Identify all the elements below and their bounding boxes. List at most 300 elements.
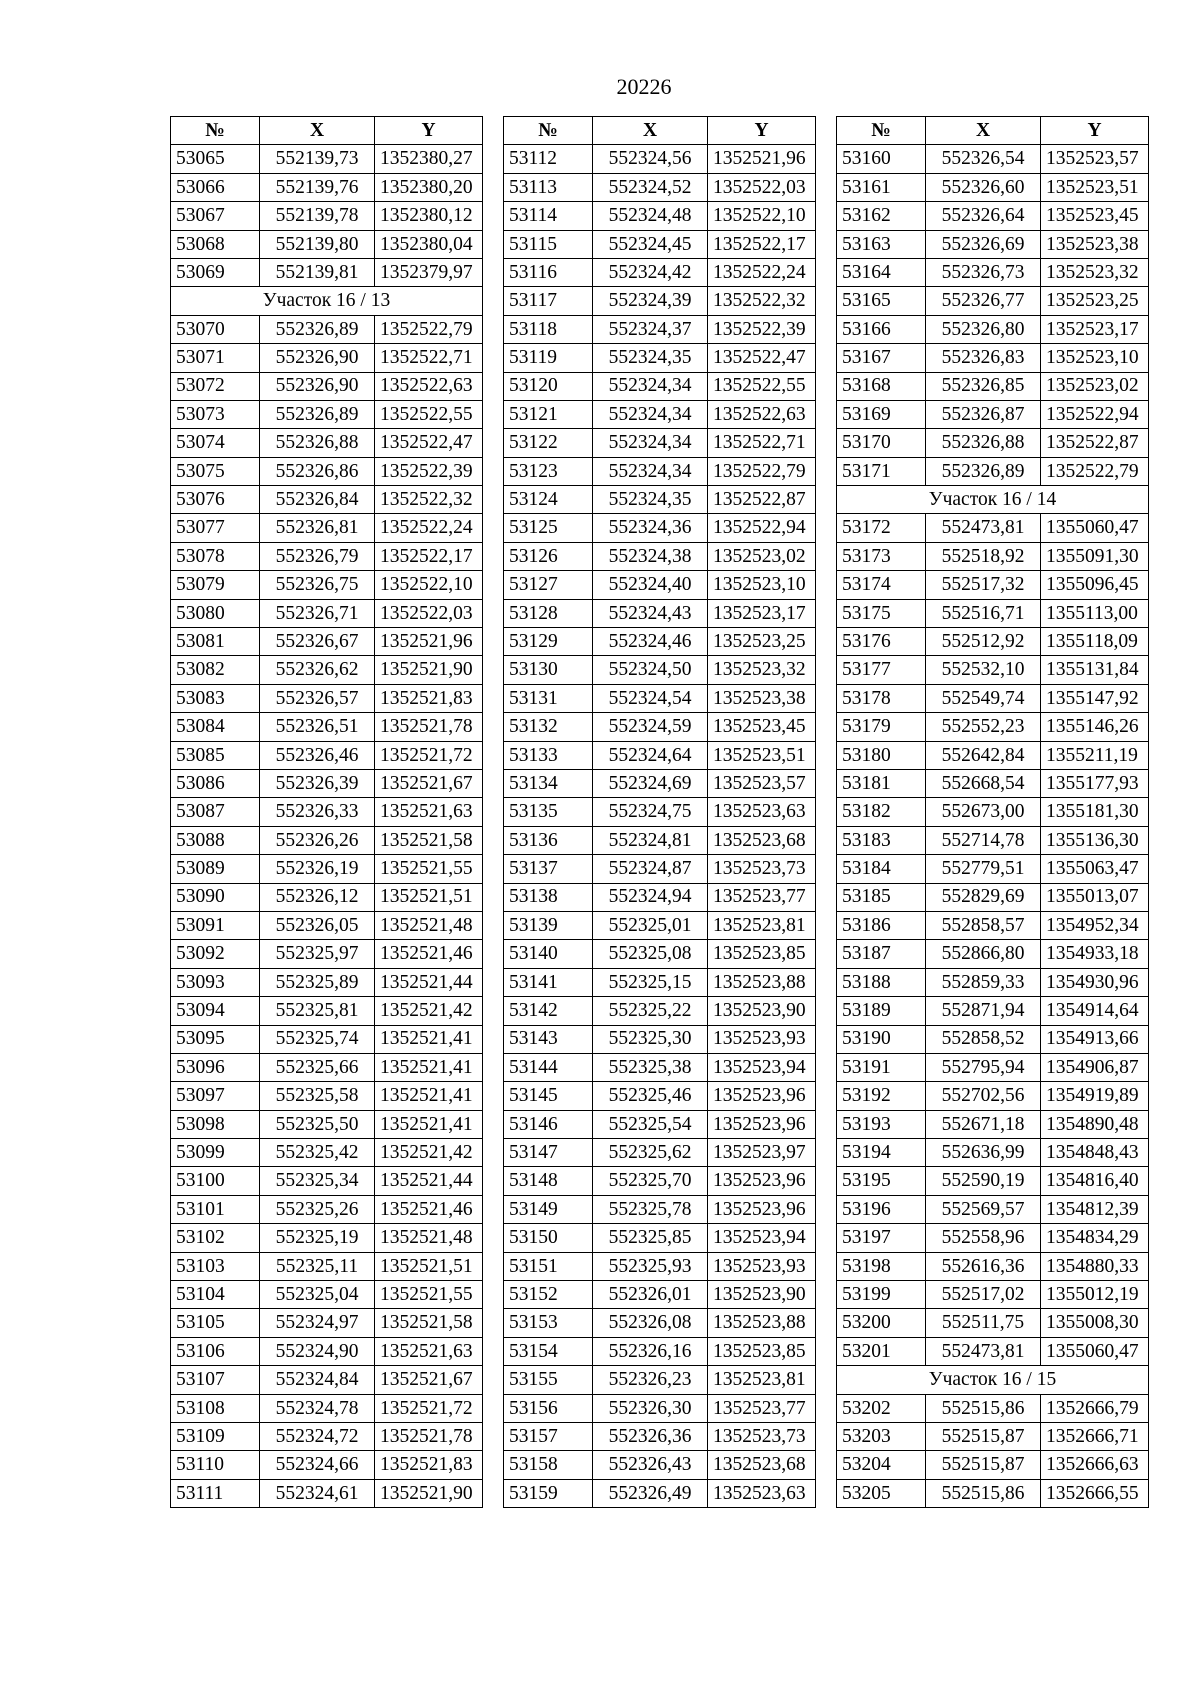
point-number-cell: 53158 bbox=[504, 1451, 593, 1479]
point-number-cell: 53169 bbox=[837, 400, 926, 428]
x-coordinate-cell: 552558,96 bbox=[926, 1224, 1041, 1252]
y-coordinate-cell: 1355008,30 bbox=[1041, 1309, 1149, 1337]
table-row bbox=[171, 968, 483, 996]
x-coordinate-cell: 552326,89 bbox=[260, 315, 375, 343]
table-row bbox=[837, 599, 1149, 627]
point-number-cell: 53134 bbox=[504, 769, 593, 797]
table-row bbox=[171, 514, 483, 542]
x-coordinate-cell: 552324,48 bbox=[593, 202, 708, 230]
x-coordinate-cell: 552325,50 bbox=[260, 1110, 375, 1138]
y-coordinate-cell: 1355118,09 bbox=[1041, 628, 1149, 656]
coordinates-table-1 bbox=[170, 116, 483, 1508]
y-coordinate-cell: 1354930,96 bbox=[1041, 968, 1149, 996]
x-coordinate-cell: 552326,89 bbox=[926, 457, 1041, 485]
x-coordinate-cell: 552326,30 bbox=[593, 1394, 708, 1422]
x-coordinate-cell: 552324,45 bbox=[593, 230, 708, 258]
table-row bbox=[504, 1139, 816, 1167]
table-row bbox=[504, 599, 816, 627]
table-row bbox=[837, 1195, 1149, 1223]
table-row bbox=[171, 1053, 483, 1081]
table-row bbox=[171, 1195, 483, 1223]
x-coordinate-cell: 552326,33 bbox=[260, 798, 375, 826]
table-row bbox=[504, 798, 816, 826]
y-coordinate-cell: 1352522,24 bbox=[708, 258, 816, 286]
y-coordinate-cell: 1352521,67 bbox=[375, 769, 483, 797]
point-number-cell: 53133 bbox=[504, 741, 593, 769]
point-number-cell: 53073 bbox=[171, 400, 260, 428]
x-coordinate-cell: 552326,80 bbox=[926, 315, 1041, 343]
y-coordinate-cell: 1354933,18 bbox=[1041, 940, 1149, 968]
table-row bbox=[504, 202, 816, 230]
header-row bbox=[171, 117, 483, 145]
table-row bbox=[504, 1224, 816, 1252]
x-coordinate-cell: 552325,74 bbox=[260, 1025, 375, 1053]
point-number-cell: 53100 bbox=[171, 1167, 260, 1195]
x-coordinate-cell: 552671,18 bbox=[926, 1110, 1041, 1138]
x-coordinate-cell: 552642,84 bbox=[926, 741, 1041, 769]
table-row bbox=[504, 1309, 816, 1337]
y-coordinate-cell: 1352666,55 bbox=[1041, 1479, 1149, 1507]
table-row bbox=[837, 1110, 1149, 1138]
table-row bbox=[504, 1195, 816, 1223]
x-coordinate-cell: 552324,39 bbox=[593, 287, 708, 315]
point-number-cell: 53196 bbox=[837, 1195, 926, 1223]
y-coordinate-cell: 1352523,10 bbox=[1041, 344, 1149, 372]
table-row bbox=[171, 628, 483, 656]
point-number-cell: 53137 bbox=[504, 855, 593, 883]
section-row bbox=[837, 1366, 1149, 1394]
y-coordinate-cell: 1352523,17 bbox=[1041, 315, 1149, 343]
point-number-cell: 53114 bbox=[504, 202, 593, 230]
table-row bbox=[171, 769, 483, 797]
point-number-cell: 53076 bbox=[171, 486, 260, 514]
point-number-cell: 53115 bbox=[504, 230, 593, 258]
y-coordinate-cell: 1352521,46 bbox=[375, 940, 483, 968]
point-number-cell: 53113 bbox=[504, 173, 593, 201]
y-coordinate-cell: 1355147,92 bbox=[1041, 684, 1149, 712]
table-row bbox=[837, 400, 1149, 428]
table-row bbox=[504, 1110, 816, 1138]
table-row bbox=[837, 883, 1149, 911]
x-coordinate-cell: 552325,04 bbox=[260, 1281, 375, 1309]
y-coordinate-cell: 1352521,63 bbox=[375, 1337, 483, 1365]
y-coordinate-cell: 1352523,73 bbox=[708, 1422, 816, 1450]
x-coordinate-cell: 552795,94 bbox=[926, 1053, 1041, 1081]
point-number-cell: 53118 bbox=[504, 315, 593, 343]
y-coordinate-cell: 1352523,81 bbox=[708, 1366, 816, 1394]
x-coordinate-cell: 552326,36 bbox=[593, 1422, 708, 1450]
table-row bbox=[504, 344, 816, 372]
table-row bbox=[837, 997, 1149, 1025]
y-coordinate-cell: 1352522,63 bbox=[708, 400, 816, 428]
y-coordinate-cell: 1352523,32 bbox=[708, 656, 816, 684]
y-coordinate-cell: 1352521,58 bbox=[375, 826, 483, 854]
table-row bbox=[837, 1394, 1149, 1422]
x-coordinate-cell: 552326,08 bbox=[593, 1309, 708, 1337]
x-coordinate-cell: 552326,67 bbox=[260, 628, 375, 656]
table-row bbox=[837, 1479, 1149, 1507]
x-coordinate-cell: 552326,51 bbox=[260, 713, 375, 741]
table-row bbox=[504, 1479, 816, 1507]
point-number-cell: 53182 bbox=[837, 798, 926, 826]
table-row bbox=[837, 1451, 1149, 1479]
point-number-cell: 53098 bbox=[171, 1110, 260, 1138]
point-number-cell: 53159 bbox=[504, 1479, 593, 1507]
table-row bbox=[504, 287, 816, 315]
y-coordinate-cell: 1352523,02 bbox=[708, 542, 816, 570]
y-coordinate-cell: 1352523,32 bbox=[1041, 258, 1149, 286]
y-coordinate-cell: 1352523,93 bbox=[708, 1252, 816, 1280]
section-title: Участок 16 / 15 bbox=[837, 1366, 1149, 1394]
table-row bbox=[504, 1082, 816, 1110]
y-coordinate-cell: 1352521,67 bbox=[375, 1366, 483, 1394]
x-coordinate-cell: 552139,80 bbox=[260, 230, 375, 258]
table-row bbox=[837, 230, 1149, 258]
point-number-cell: 53101 bbox=[171, 1195, 260, 1223]
table-row bbox=[504, 145, 816, 173]
y-coordinate-cell: 1352523,94 bbox=[708, 1053, 816, 1081]
x-coordinate-cell: 552324,38 bbox=[593, 542, 708, 570]
y-coordinate-cell: 1352380,12 bbox=[375, 202, 483, 230]
x-coordinate-cell: 552326,89 bbox=[260, 400, 375, 428]
y-coordinate-cell: 1352523,85 bbox=[708, 940, 816, 968]
y-coordinate-cell: 1355060,47 bbox=[1041, 514, 1149, 542]
point-number-cell: 53179 bbox=[837, 713, 926, 741]
x-coordinate-cell: 552325,89 bbox=[260, 968, 375, 996]
point-number-cell: 53205 bbox=[837, 1479, 926, 1507]
table-row bbox=[837, 287, 1149, 315]
y-coordinate-cell: 1352523,96 bbox=[708, 1195, 816, 1223]
x-coordinate-cell: 552866,80 bbox=[926, 940, 1041, 968]
x-coordinate-cell: 552590,19 bbox=[926, 1167, 1041, 1195]
x-coordinate-cell: 552324,75 bbox=[593, 798, 708, 826]
x-coordinate-cell: 552326,57 bbox=[260, 684, 375, 712]
point-number-cell: 53094 bbox=[171, 997, 260, 1025]
y-coordinate-cell: 1354812,39 bbox=[1041, 1195, 1149, 1223]
y-coordinate-cell: 1352523,02 bbox=[1041, 372, 1149, 400]
point-number-cell: 53163 bbox=[837, 230, 926, 258]
section-title: Участок 16 / 14 bbox=[837, 486, 1149, 514]
table-row bbox=[837, 514, 1149, 542]
y-coordinate-cell: 1354919,89 bbox=[1041, 1082, 1149, 1110]
point-number-cell: 53067 bbox=[171, 202, 260, 230]
point-number-cell: 53156 bbox=[504, 1394, 593, 1422]
y-coordinate-cell: 1352523,90 bbox=[708, 997, 816, 1025]
point-number-cell: 53066 bbox=[171, 173, 260, 201]
table-row bbox=[504, 997, 816, 1025]
point-number-cell: 53119 bbox=[504, 344, 593, 372]
x-coordinate-cell: 552324,34 bbox=[593, 400, 708, 428]
x-coordinate-cell: 552829,69 bbox=[926, 883, 1041, 911]
point-number-cell: 53069 bbox=[171, 258, 260, 286]
table-row bbox=[837, 911, 1149, 939]
y-coordinate-cell: 1352523,25 bbox=[708, 628, 816, 656]
table-row bbox=[837, 798, 1149, 826]
x-coordinate-cell: 552473,81 bbox=[926, 1337, 1041, 1365]
x-coordinate-cell: 552518,92 bbox=[926, 542, 1041, 570]
x-coordinate-cell: 552326,83 bbox=[926, 344, 1041, 372]
point-number-cell: 53097 bbox=[171, 1082, 260, 1110]
x-coordinate-cell: 552326,81 bbox=[260, 514, 375, 542]
y-coordinate-cell: 1354952,34 bbox=[1041, 911, 1149, 939]
table-row bbox=[171, 997, 483, 1025]
table-row bbox=[504, 1252, 816, 1280]
point-number-cell: 53193 bbox=[837, 1110, 926, 1138]
point-number-cell: 53102 bbox=[171, 1224, 260, 1252]
y-coordinate-cell: 1352521,58 bbox=[375, 1309, 483, 1337]
point-number-cell: 53161 bbox=[837, 173, 926, 201]
x-coordinate-cell: 552325,70 bbox=[593, 1167, 708, 1195]
table-row bbox=[837, 628, 1149, 656]
point-number-cell: 53104 bbox=[171, 1281, 260, 1309]
point-number-cell: 53189 bbox=[837, 997, 926, 1025]
point-number-cell: 53177 bbox=[837, 656, 926, 684]
point-number-cell: 53174 bbox=[837, 571, 926, 599]
x-coordinate-cell: 552324,64 bbox=[593, 741, 708, 769]
point-number-cell: 53167 bbox=[837, 344, 926, 372]
y-coordinate-cell: 1352523,57 bbox=[1041, 145, 1149, 173]
point-number-cell: 53074 bbox=[171, 429, 260, 457]
table-row bbox=[837, 713, 1149, 741]
y-coordinate-cell: 1352522,94 bbox=[708, 514, 816, 542]
x-coordinate-cell: 552325,58 bbox=[260, 1082, 375, 1110]
point-number-cell: 53123 bbox=[504, 457, 593, 485]
point-number-cell: 53111 bbox=[171, 1479, 260, 1507]
x-coordinate-cell: 552324,34 bbox=[593, 429, 708, 457]
y-coordinate-cell: 1354848,43 bbox=[1041, 1139, 1149, 1167]
x-coordinate-cell: 552324,84 bbox=[260, 1366, 375, 1394]
point-number-cell: 53197 bbox=[837, 1224, 926, 1252]
y-coordinate-cell: 1352521,41 bbox=[375, 1025, 483, 1053]
table-row bbox=[171, 1252, 483, 1280]
table-row bbox=[504, 173, 816, 201]
x-coordinate-cell: 552324,54 bbox=[593, 684, 708, 712]
point-number-cell: 53160 bbox=[837, 145, 926, 173]
x-coordinate-cell: 552326,26 bbox=[260, 826, 375, 854]
x-coordinate-cell: 552325,08 bbox=[593, 940, 708, 968]
point-number-cell: 53181 bbox=[837, 769, 926, 797]
table-row bbox=[171, 1224, 483, 1252]
table-row bbox=[504, 1422, 816, 1450]
point-number-cell: 53146 bbox=[504, 1110, 593, 1138]
y-coordinate-cell: 1352522,24 bbox=[375, 514, 483, 542]
x-coordinate-cell: 552325,22 bbox=[593, 997, 708, 1025]
x-coordinate-cell: 552326,16 bbox=[593, 1337, 708, 1365]
x-coordinate-cell: 552473,81 bbox=[926, 514, 1041, 542]
point-number-cell: 53190 bbox=[837, 1025, 926, 1053]
y-column-header: Y bbox=[375, 117, 483, 145]
y-coordinate-cell: 1352522,55 bbox=[708, 372, 816, 400]
table-row bbox=[171, 1139, 483, 1167]
point-number-cell: 53176 bbox=[837, 628, 926, 656]
y-coordinate-cell: 1352521,96 bbox=[375, 628, 483, 656]
point-number-cell: 53082 bbox=[171, 656, 260, 684]
y-coordinate-cell: 1352521,78 bbox=[375, 713, 483, 741]
y-coordinate-cell: 1354906,87 bbox=[1041, 1053, 1149, 1081]
table-row bbox=[504, 258, 816, 286]
table-row bbox=[504, 741, 816, 769]
point-number-cell: 53162 bbox=[837, 202, 926, 230]
point-number-cell: 53071 bbox=[171, 344, 260, 372]
table-row bbox=[504, 1053, 816, 1081]
y-coordinate-cell: 1352522,94 bbox=[1041, 400, 1149, 428]
x-coordinate-cell: 552511,75 bbox=[926, 1309, 1041, 1337]
x-coordinate-cell: 552326,85 bbox=[926, 372, 1041, 400]
x-column-header: X bbox=[926, 117, 1041, 145]
y-coordinate-cell: 1352666,63 bbox=[1041, 1451, 1149, 1479]
point-number-cell: 53096 bbox=[171, 1053, 260, 1081]
x-coordinate-cell: 552517,32 bbox=[926, 571, 1041, 599]
y-coordinate-cell: 1355146,26 bbox=[1041, 713, 1149, 741]
x-coordinate-cell: 552858,52 bbox=[926, 1025, 1041, 1053]
x-coordinate-cell: 552569,57 bbox=[926, 1195, 1041, 1223]
table-row bbox=[171, 202, 483, 230]
point-number-cell: 53121 bbox=[504, 400, 593, 428]
point-number-cell: 53120 bbox=[504, 372, 593, 400]
table-row bbox=[504, 628, 816, 656]
y-coordinate-cell: 1352521,96 bbox=[708, 145, 816, 173]
table-row bbox=[504, 1337, 816, 1365]
table-row bbox=[171, 940, 483, 968]
y-coordinate-cell: 1352523,77 bbox=[708, 883, 816, 911]
table-row bbox=[504, 1394, 816, 1422]
x-coordinate-cell: 552325,34 bbox=[260, 1167, 375, 1195]
point-number-cell: 53148 bbox=[504, 1167, 593, 1195]
y-coordinate-cell: 1352521,41 bbox=[375, 1053, 483, 1081]
point-number-cell: 53147 bbox=[504, 1139, 593, 1167]
point-number-cell: 53139 bbox=[504, 911, 593, 939]
x-coordinate-cell: 552325,66 bbox=[260, 1053, 375, 1081]
x-coordinate-cell: 552668,54 bbox=[926, 769, 1041, 797]
table-row bbox=[837, 1309, 1149, 1337]
x-coordinate-cell: 552636,99 bbox=[926, 1139, 1041, 1167]
table-row bbox=[837, 1224, 1149, 1252]
x-coordinate-cell: 552324,90 bbox=[260, 1337, 375, 1365]
point-number-cell: 53068 bbox=[171, 230, 260, 258]
x-coordinate-cell: 552859,33 bbox=[926, 968, 1041, 996]
y-coordinate-cell: 1352523,63 bbox=[708, 1479, 816, 1507]
point-number-cell: 53092 bbox=[171, 940, 260, 968]
x-coordinate-cell: 552515,87 bbox=[926, 1422, 1041, 1450]
point-number-cell: 53077 bbox=[171, 514, 260, 542]
table-row bbox=[504, 713, 816, 741]
y-coordinate-cell: 1352521,72 bbox=[375, 1394, 483, 1422]
y-coordinate-cell: 1352522,71 bbox=[708, 429, 816, 457]
coordinates-table-3 bbox=[836, 116, 1149, 1508]
point-number-cell: 53136 bbox=[504, 826, 593, 854]
point-number-cell: 53183 bbox=[837, 826, 926, 854]
table-row bbox=[504, 769, 816, 797]
table-row bbox=[171, 599, 483, 627]
point-number-cell: 53178 bbox=[837, 684, 926, 712]
y-coordinate-cell: 1352521,44 bbox=[375, 1167, 483, 1195]
x-coordinate-cell: 552139,76 bbox=[260, 173, 375, 201]
y-coordinate-cell: 1352523,96 bbox=[708, 1082, 816, 1110]
point-number-cell: 53138 bbox=[504, 883, 593, 911]
point-number-cell: 53198 bbox=[837, 1252, 926, 1280]
table-row bbox=[171, 1110, 483, 1138]
table-row bbox=[171, 315, 483, 343]
y-coordinate-cell: 1352523,73 bbox=[708, 855, 816, 883]
section-row bbox=[171, 287, 483, 315]
y-coordinate-cell: 1352523,94 bbox=[708, 1224, 816, 1252]
table-row bbox=[171, 1167, 483, 1195]
x-coordinate-cell: 552324,34 bbox=[593, 457, 708, 485]
table-row bbox=[837, 1025, 1149, 1053]
y-coordinate-cell: 1352521,63 bbox=[375, 798, 483, 826]
y-coordinate-cell: 1352523,96 bbox=[708, 1167, 816, 1195]
x-coordinate-cell: 552325,85 bbox=[593, 1224, 708, 1252]
point-number-cell: 53110 bbox=[171, 1451, 260, 1479]
point-number-cell: 53125 bbox=[504, 514, 593, 542]
table-row bbox=[504, 968, 816, 996]
y-coordinate-cell: 1352523,10 bbox=[708, 571, 816, 599]
table-row bbox=[837, 145, 1149, 173]
table-row bbox=[171, 1309, 483, 1337]
y-coordinate-cell: 1352380,27 bbox=[375, 145, 483, 173]
y-coordinate-cell: 1352521,51 bbox=[375, 1252, 483, 1280]
point-number-cell: 53195 bbox=[837, 1167, 926, 1195]
table-row bbox=[504, 826, 816, 854]
table-row bbox=[504, 855, 816, 883]
header-row bbox=[837, 117, 1149, 145]
y-coordinate-cell: 1352523,57 bbox=[708, 769, 816, 797]
point-number-cell: 53194 bbox=[837, 1139, 926, 1167]
x-coordinate-cell: 552515,87 bbox=[926, 1451, 1041, 1479]
table-row bbox=[837, 173, 1149, 201]
point-number-cell: 53091 bbox=[171, 911, 260, 939]
table-row bbox=[171, 571, 483, 599]
table-row bbox=[837, 542, 1149, 570]
point-number-cell: 53072 bbox=[171, 372, 260, 400]
table-row bbox=[504, 315, 816, 343]
table-row bbox=[171, 741, 483, 769]
table-row bbox=[837, 769, 1149, 797]
y-coordinate-cell: 1354816,40 bbox=[1041, 1167, 1149, 1195]
y-coordinate-cell: 1352522,10 bbox=[375, 571, 483, 599]
y-coordinate-cell: 1352523,17 bbox=[708, 599, 816, 627]
x-coordinate-cell: 552532,10 bbox=[926, 656, 1041, 684]
x-coordinate-cell: 552326,77 bbox=[926, 287, 1041, 315]
table-row bbox=[504, 684, 816, 712]
y-coordinate-cell: 1352522,47 bbox=[708, 344, 816, 372]
y-coordinate-cell: 1352523,77 bbox=[708, 1394, 816, 1422]
x-coordinate-cell: 552326,84 bbox=[260, 486, 375, 514]
table-row bbox=[504, 911, 816, 939]
point-number-cell: 53135 bbox=[504, 798, 593, 826]
point-number-cell: 53130 bbox=[504, 656, 593, 684]
table-row bbox=[837, 826, 1149, 854]
x-coordinate-cell: 552324,61 bbox=[260, 1479, 375, 1507]
point-number-cell: 53081 bbox=[171, 628, 260, 656]
y-coordinate-cell: 1352521,72 bbox=[375, 741, 483, 769]
table-row bbox=[504, 940, 816, 968]
point-number-cell: 53155 bbox=[504, 1366, 593, 1394]
table-row bbox=[171, 173, 483, 201]
y-coordinate-cell: 1352522,10 bbox=[708, 202, 816, 230]
y-coordinate-cell: 1352523,25 bbox=[1041, 287, 1149, 315]
table-row bbox=[837, 855, 1149, 883]
x-coordinate-cell: 552324,50 bbox=[593, 656, 708, 684]
point-number-cell: 53088 bbox=[171, 826, 260, 854]
table-row bbox=[171, 145, 483, 173]
y-coordinate-cell: 1352523,38 bbox=[1041, 230, 1149, 258]
x-coordinate-cell: 552324,97 bbox=[260, 1309, 375, 1337]
x-coordinate-cell: 552326,71 bbox=[260, 599, 375, 627]
point-number-cell: 53192 bbox=[837, 1082, 926, 1110]
point-number-cell: 53191 bbox=[837, 1053, 926, 1081]
x-coordinate-cell: 552326,19 bbox=[260, 855, 375, 883]
